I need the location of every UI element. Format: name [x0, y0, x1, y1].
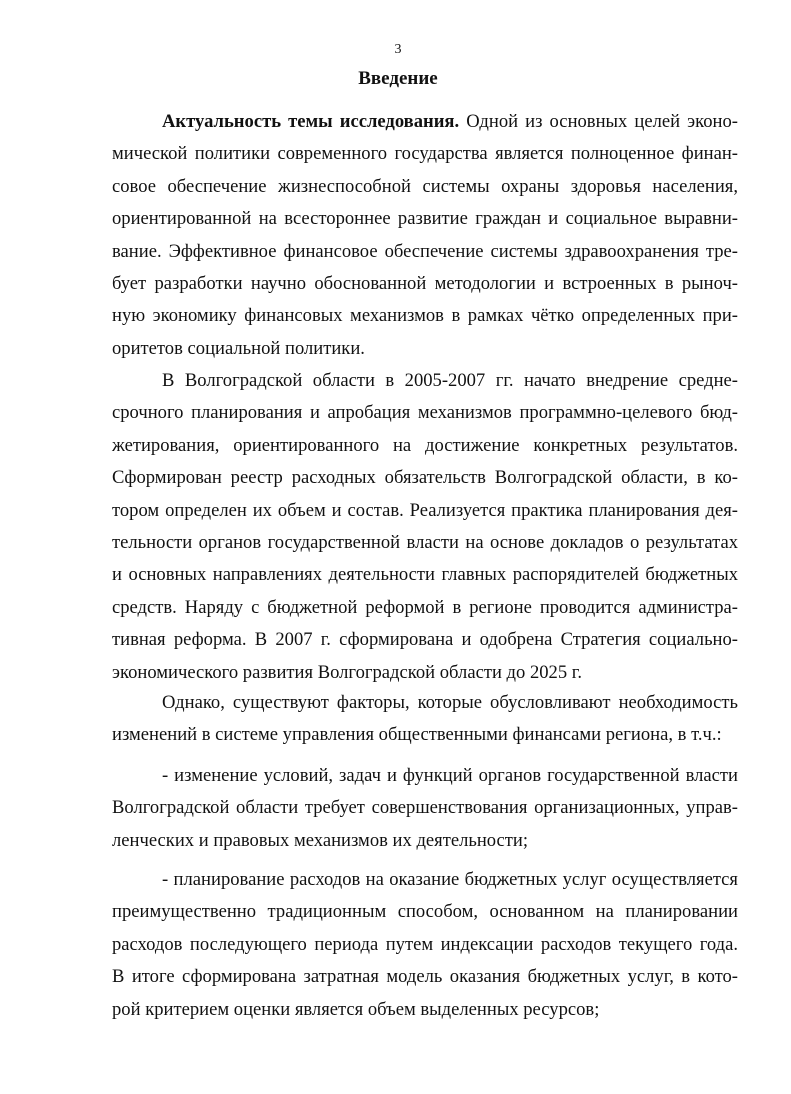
text-line: В итоге сформирована затратная модель оказания бюджетных услуг, в кото- [112, 966, 738, 988]
paragraph-relevance [112, 111, 738, 370]
bold-lead: Актуальность темы исследования. [162, 111, 460, 132]
text-line: ориентированной на всестороннее развитие граждан и социальное выравни- [112, 208, 738, 230]
text-line: совое обеспечение жизнеспособной системы охраны здоровья населения, [112, 175, 738, 197]
text-line: расходов последующего периода путем индексации расходов текущего года. [112, 933, 738, 955]
text-line: мической политики современного государства является полноценное финан- [112, 143, 738, 165]
text-line: преимущественно традиционным способом, основанном на планировании [112, 901, 738, 923]
text-line: срочного планирования и апробация механизмов программно-целевого бюд- [112, 402, 738, 424]
text-line: - планирование расходов на оказание бюджетных услуг осуществляется [162, 869, 738, 890]
text-line: Однако, существуют факторы, которые обусловливают необходимость [162, 692, 738, 713]
text-line: тельности органов государственной власти на основе докладов о результатах [112, 531, 738, 553]
text-line: жетирования, ориентированного на достижение конкретных результатов. [112, 434, 738, 456]
text-line: вание. Эффективное финансовое обеспечение системы здравоохранения тре- [112, 240, 738, 262]
paragraph-volgograd-reform [112, 370, 738, 694]
page-number: 3 [394, 42, 402, 57]
text-line: ную экономику финансовых механизмов в рамках чётко определенных при- [112, 305, 738, 327]
paragraph-factors [112, 692, 738, 757]
text-line: ленческих и правовых механизмов их деятельности; [112, 829, 529, 851]
text-line: и основных направлениях деятельности главных распорядителей бюджетных [112, 564, 738, 586]
text-line: В Волгоградской области в 2005-2007 гг. начато внедрение средне- [162, 370, 738, 391]
text-line-rest: Одной из основных целей эконо- [459, 111, 738, 132]
text-line: тором определен их объем и состав. Реализуется практика планирования дея- [112, 499, 738, 521]
text-line: экономического развития Волгоградской области до 2025 г. [112, 661, 582, 683]
text-line [112, 111, 738, 143]
text-line: - изменение условий, задач и функций органов государственной власти [162, 765, 738, 786]
text-line: оритетов социальной политики. [112, 337, 365, 359]
text-line: Сформирован реестр расходных обязательств Волгоградской области, в ко- [112, 467, 738, 489]
text-line: изменений в системе управления общественными финансами региона, в т.ч.: [112, 724, 722, 746]
text-line: средств. Наряду с бюджетной реформой в регионе проводится администра- [112, 596, 738, 618]
text-line: Волгоградской области требует совершенствования организационных, управ- [112, 797, 738, 819]
list-item-functions [112, 765, 738, 862]
text-line: бует разработки научно обоснованной методологии и встроенных в рыноч- [112, 272, 738, 294]
text-line: тивная реформа. В 2007 г. сформирована и одобрена Стратегия социально- [112, 629, 738, 651]
text-line: рой критерием оценки является объем выделенных ресурсов; [112, 998, 600, 1020]
section-title: Введение [358, 68, 438, 89]
list-item-planning [112, 869, 738, 1031]
